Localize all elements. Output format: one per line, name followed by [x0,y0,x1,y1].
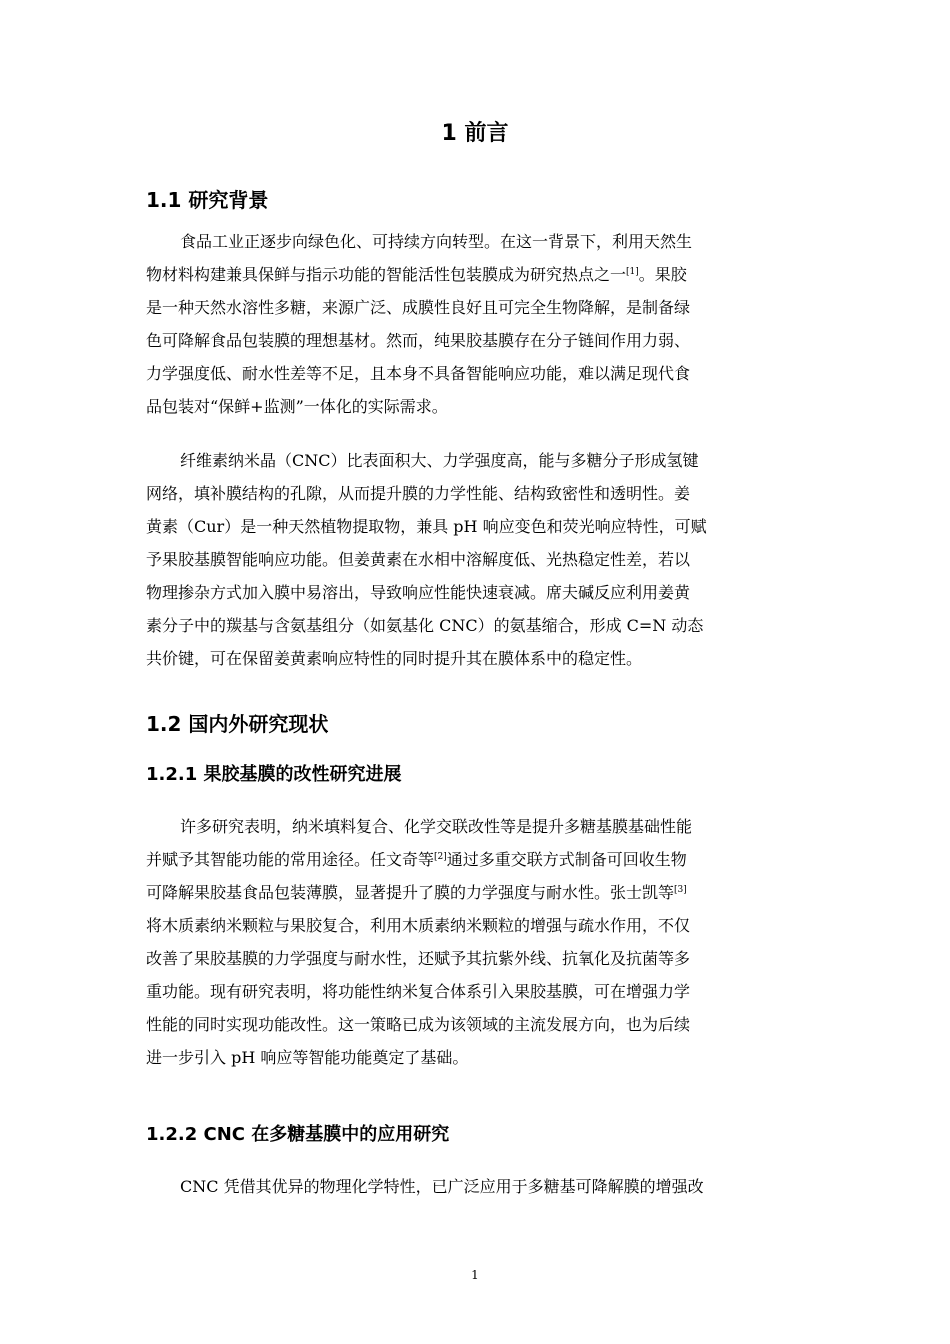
text-line: 性能的同时实现功能改性。这一策略已成为该领域的主流发展方向，也为后续 [146,1015,691,1034]
paragraph-cnc-application [146,1170,806,1203]
section-heading-1-2: 1.2 国内外研究现状 [146,712,329,736]
citation-ref: [2] [434,852,447,862]
text-line: 改善了果胶基膜的力学强度与耐水性，还赋予其抗紫外线、抗氧化及抗菌等多 [146,949,691,968]
text-line: 将木质素纳米颗粒与果胶复合，利用木质素纳米颗粒的增强与疏水作用，不仅 [146,916,691,935]
text-line: 食品工业正逐步向绿色化、可持续方向转型。在这一背景下，利用天然生 [180,232,693,251]
text-line: 并赋予其智能功能的常用途径。任文奇等[2]通过多重交联方式制备可回收生物 [146,850,687,869]
text-line: 色可降解食品包装膜的理想基材。然而，纯果胶基膜存在分子链间作用力弱、 [146,331,691,350]
text-line: 纤维素纳米晶（CNC）比表面积大、力学强度高，能与多糖分子形成氢键 [180,451,699,470]
text-line: 品包装对“保鲜+监测”一体化的实际需求。 [146,397,448,416]
text-line: 进一步引入 pH 响应等智能功能奠定了基础。 [146,1048,469,1067]
text-line: 网络，填补膜结构的孔隙，从而提升膜的力学性能、结构致密性和透明性。姜 [146,484,691,503]
paragraph-pectin-modification [146,810,806,1074]
section-heading-1-2-1: 1.2.1 果胶基膜的改性研究进展 [146,764,402,785]
text-line: 力学强度低、耐水性差等不足，且本身不具备智能响应功能，难以满足现代食 [146,364,691,383]
text-line: 物材料构建兼具保鲜与指示功能的智能活性包装膜成为研究热点之一[1]。果胶 [146,265,687,284]
text-line: 物理掺杂方式加入膜中易溶出，导致响应性能快速衰减。席夫碱反应利用姜黄 [146,583,691,602]
section-heading-1-2-2: 1.2.2 CNC 在多糖基膜中的应用研究 [146,1124,450,1145]
text-line: 黄素（Cur）是一种天然植物提取物，兼具 pH 响应变色和荧光响应特性，可赋 [146,517,707,536]
text-line: 素分子中的羰基与含氨基组分（如氨基化 CNC）的氨基缩合，形成 C=N 动态 [146,616,704,635]
section-heading-1-1: 1.1 研究背景 [146,188,269,212]
text-line: 许多研究表明，纳米填料复合、化学交联改性等是提升多糖基膜基础性能 [180,817,693,836]
citation-ref: [1] [626,267,639,277]
text-line: CNC 凭借其优异的物理化学特性，已广泛应用于多糖基可降解膜的增强改 [180,1177,704,1196]
paragraph-research-background-1 [146,225,806,423]
text-line: 是一种天然水溶性多糖，来源广泛、成膜性良好且可完全生物降解，是制备绿 [146,298,691,317]
text-line: 重功能。现有研究表明，将功能性纳米复合体系引入果胶基膜，可在增强力学 [146,982,691,1001]
text-line: 共价键，可在保留姜黄素响应特性的同时提升其在膜体系中的稳定性。 [146,649,643,668]
text-line: 予果胶基膜智能响应功能。但姜黄素在水相中溶解度低、光热稳定性差，若以 [146,550,691,569]
chapter-title: 1 前言 [441,121,509,146]
page-number: 1 [471,1268,479,1282]
paragraph-research-background-2 [146,444,806,675]
text-line: 可降解果胶基食品包装薄膜，显著提升了膜的力学强度与耐水性。张士凯等[3] [146,883,687,902]
citation-ref: [3] [674,885,687,895]
